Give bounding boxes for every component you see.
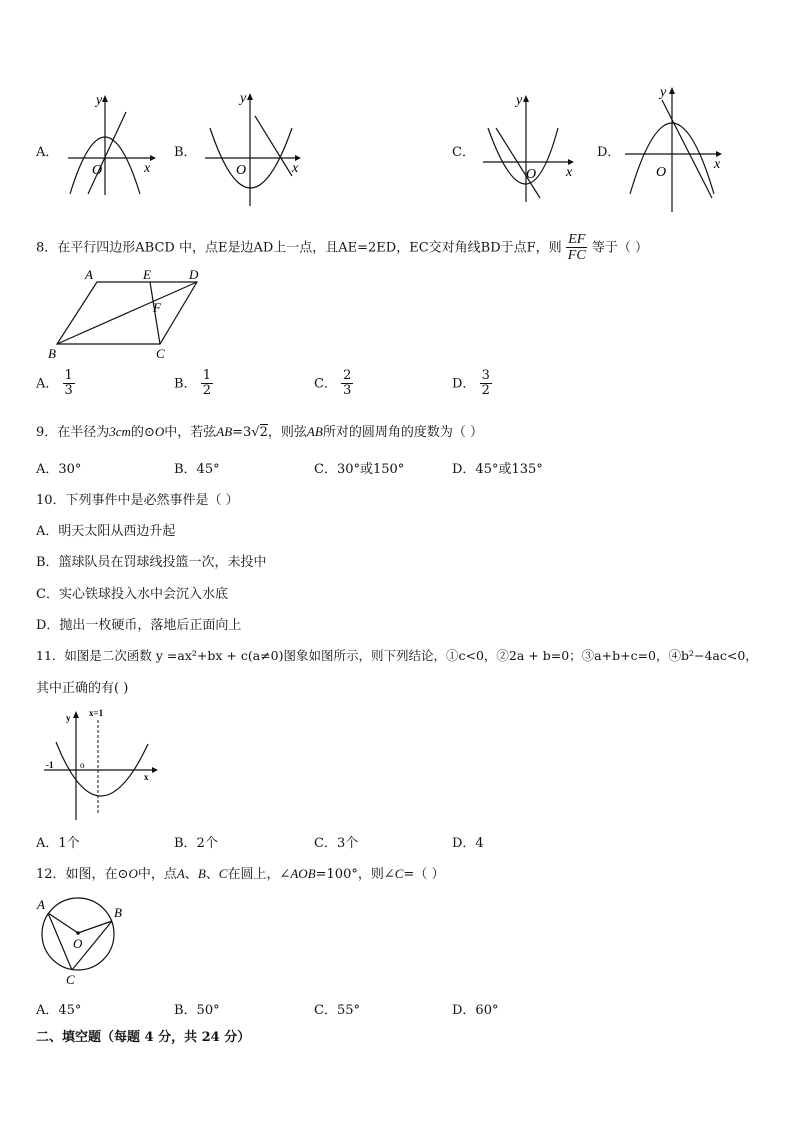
q11-stem: 11．如图是二次函数 y =ax²+bx + c(a≠0)图象如图所示，则下列结论，①c<0，②2a + b=0；③a+b+c=0，④b²−4ac<0， bbox=[36, 648, 758, 663]
q8-fraction bbox=[566, 232, 588, 264]
q8-option-b-den: 2 bbox=[202, 383, 211, 399]
q8-option-a-letter: A． bbox=[36, 376, 59, 392]
q12-circle-figure bbox=[34, 894, 134, 986]
q11-stem-2: 其中正确的有( ) bbox=[36, 681, 129, 696]
q9-sqrt-value: 2 bbox=[259, 425, 268, 440]
section-heading-fill-in: 二、填空题（每题 4 分，共 24 分） bbox=[36, 1030, 251, 1045]
q7-graph-b bbox=[200, 88, 310, 208]
q7-graph-c bbox=[478, 90, 588, 205]
q9-radius: 3cm bbox=[109, 424, 131, 439]
q11-option-a: A．1个 bbox=[36, 836, 80, 851]
q10-option-c: C．实心铁球投入水中会沉入水底 bbox=[36, 587, 228, 602]
q12-option-d: D．60° bbox=[452, 1003, 499, 1018]
q7-graph-d bbox=[620, 82, 730, 214]
q9-option-a: A．30° bbox=[36, 462, 82, 477]
q9-circle-name: O bbox=[154, 424, 165, 439]
q9-text-1: 9．在半径为 bbox=[36, 425, 110, 440]
q9-chord-name-2: AB bbox=[306, 424, 323, 439]
q12-text-7: =（ ） bbox=[403, 867, 445, 882]
q8-stem-text: 8．在平行四边形ABCD 中，点E是边AD上一点，且AE=2ED，EC交对角线BD于点F，则 bbox=[36, 240, 562, 256]
q7d-y-label: y bbox=[660, 85, 667, 100]
q12-text-2: 中，点 bbox=[137, 867, 177, 882]
q12-option-a: A．45° bbox=[36, 1003, 82, 1018]
q10-stem: 10．下列事件中是必然事件是（ ） bbox=[36, 493, 239, 508]
q7-option-a-letter: A． bbox=[36, 145, 59, 160]
q8-option-d-den: 2 bbox=[481, 383, 490, 399]
q8-option-d-letter: D． bbox=[452, 376, 476, 392]
q8-option-d-num: 3 bbox=[481, 368, 490, 383]
q8-option-a-num: 1 bbox=[64, 368, 73, 383]
q8-frac-den: FC bbox=[567, 248, 586, 264]
q8-label-c: C bbox=[156, 346, 165, 361]
q9-option-d: D．45°或135° bbox=[452, 462, 543, 477]
q8-option-c-letter: C． bbox=[314, 376, 337, 392]
q8-option-a-frac bbox=[63, 369, 75, 399]
q12-option-b: B．50° bbox=[174, 1003, 220, 1018]
q8-label-d: D bbox=[189, 267, 199, 282]
q11-option-b: B．2个 bbox=[174, 836, 218, 851]
q9-chord-name: AB bbox=[216, 424, 233, 439]
q9-text-2: 的⊙ bbox=[130, 425, 155, 440]
q12-angle-aob: AOB bbox=[290, 866, 316, 881]
q8-option-c-num: 2 bbox=[343, 368, 352, 383]
q12-text-1: 12．如图，在⊙ bbox=[36, 867, 129, 882]
q8-option-c-den: 3 bbox=[343, 383, 352, 399]
q12-option-c: C．55° bbox=[314, 1003, 360, 1018]
q12-label-a: A bbox=[37, 897, 45, 912]
q12-text-5: 在圆上，∠ bbox=[227, 867, 291, 882]
q12-label-b: B bbox=[114, 905, 122, 920]
q12-circle-name: O bbox=[128, 866, 138, 881]
q8-stem-end: 等于（ ） bbox=[591, 240, 648, 256]
q7a-origin-label: O bbox=[92, 163, 103, 178]
q9-text-3: 中，若弦 bbox=[164, 425, 217, 440]
q12-label-c: C bbox=[66, 972, 75, 986]
q12-stem bbox=[36, 863, 444, 882]
q12-text-3: 、 bbox=[184, 867, 198, 882]
q7c-y-label: y bbox=[516, 93, 523, 108]
q9-text-5: ，则弦 bbox=[267, 425, 307, 440]
q8-label-f: F bbox=[153, 300, 161, 315]
q8-option-d-frac bbox=[480, 369, 492, 399]
q8-label-b: B bbox=[48, 346, 56, 361]
q9-option-c: C．30°或150° bbox=[314, 462, 405, 477]
q11-label-o: o bbox=[80, 760, 85, 770]
q8-parallelogram-figure bbox=[40, 264, 220, 362]
q7d-origin-label: O bbox=[656, 165, 667, 180]
q10-option-a: A．明天太阳从西边升起 bbox=[36, 524, 176, 539]
q8-option-b-letter: B． bbox=[174, 376, 197, 392]
q7-option-d-letter: D． bbox=[597, 145, 621, 160]
q11-option-c: C．3个 bbox=[314, 836, 359, 851]
q7-graph-a bbox=[60, 90, 160, 200]
q7-option-c-letter: C． bbox=[452, 145, 475, 160]
q8-option-d bbox=[452, 369, 492, 399]
q10-option-d: D．抛出一枚硬币，落地后正面向上 bbox=[36, 618, 242, 633]
q12-text-4: 、 bbox=[205, 867, 219, 882]
q10-option-b: B．篮球队员在罚球线投篮一次，未投中 bbox=[36, 555, 267, 570]
q7c-x-label: x bbox=[566, 165, 573, 180]
q8-stem bbox=[36, 232, 648, 264]
q8-option-a-den: 3 bbox=[64, 383, 73, 399]
q8-option-a bbox=[36, 369, 75, 399]
q7a-y-label: y bbox=[96, 93, 103, 108]
q11-label-neg1: -1 bbox=[46, 760, 54, 770]
q11-option-d: D．4 bbox=[452, 836, 484, 851]
q12-angle-c: C bbox=[394, 866, 404, 881]
q8-option-c-frac bbox=[341, 369, 353, 399]
q12-label-o: O bbox=[73, 936, 83, 951]
q8-frac-num: EF bbox=[568, 232, 586, 247]
q11-label-sym: x=1 bbox=[89, 708, 104, 718]
q7c-origin-label: O bbox=[526, 167, 537, 182]
q8-label-a: A bbox=[85, 267, 93, 282]
q8-option-b-num: 1 bbox=[202, 368, 211, 383]
q7b-x-label: x bbox=[292, 161, 299, 176]
q7-option-b-letter: B． bbox=[174, 145, 197, 160]
q12-point-b: B bbox=[197, 866, 206, 881]
q8-label-e: E bbox=[143, 267, 151, 282]
q7b-origin-label: O bbox=[236, 163, 247, 178]
q8-option-b-frac bbox=[201, 369, 213, 399]
q11-label-y: y bbox=[66, 713, 71, 723]
q8-option-b bbox=[174, 369, 213, 399]
q9-stem bbox=[36, 421, 483, 440]
q11-parabola-figure bbox=[40, 704, 162, 824]
q12-point-c: C bbox=[218, 866, 228, 881]
q7b-y-label: y bbox=[240, 91, 247, 106]
q7d-x-label: x bbox=[714, 157, 721, 172]
q12-point-a: A bbox=[176, 866, 185, 881]
q12-text-6: =100°，则∠ bbox=[315, 867, 395, 882]
q9-text-6: 所对的圆周角的度数为（ ） bbox=[322, 425, 483, 440]
q7a-x-label: x bbox=[144, 161, 151, 176]
q8-option-c bbox=[314, 369, 353, 399]
q9-text-4: =3 bbox=[232, 425, 252, 440]
q11-label-x: x bbox=[144, 772, 149, 782]
q9-option-b: B．45° bbox=[174, 462, 220, 477]
sqrt-icon: √ bbox=[251, 425, 260, 440]
